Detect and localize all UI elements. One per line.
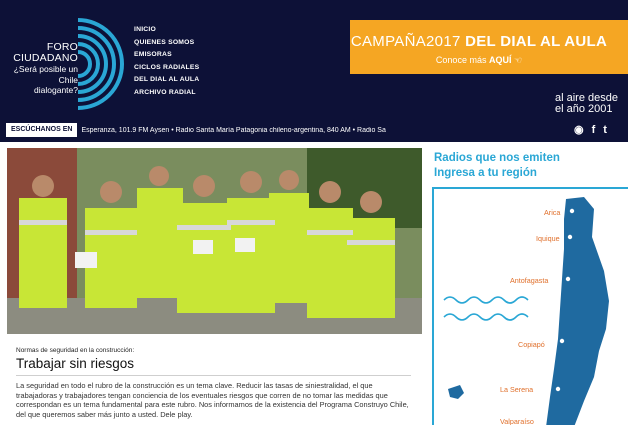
article-divider xyxy=(16,375,411,376)
ticker-text[interactable]: Esperanza, 101.9 FM Aysen • Radio Santa María Patagonia chileno-argentina, 840 AM • Radio Sa xyxy=(81,126,386,134)
campaign-title xyxy=(350,33,608,50)
feature-photo[interactable] xyxy=(7,148,422,334)
main-nav xyxy=(134,24,199,100)
nav-item-inicio[interactable]: INICIO xyxy=(134,26,156,33)
rss-icon[interactable]: ◉ xyxy=(574,124,584,136)
facebook-icon[interactable]: f xyxy=(591,124,596,136)
nav-item-archivo-radial[interactable]: ARCHIVO RADIAL xyxy=(134,88,196,96)
article-headline[interactable]: Trabajar sin riesgos xyxy=(16,356,135,371)
sidebar-title-line1: Radios que nos emiten xyxy=(434,152,560,164)
region-la-serena[interactable]: La Serena xyxy=(500,385,534,394)
site-header xyxy=(0,0,628,142)
on-air-since-line1: al aire desde xyxy=(555,92,618,104)
campaign-title-prefix: CAMPAÑA2017 xyxy=(350,33,461,50)
region-valparaiso[interactable]: Valparaíso xyxy=(500,417,534,425)
nav-item-del-dial-al-aula[interactable]: DEL DIAL AL AULA xyxy=(134,76,200,84)
station-ticker xyxy=(6,123,424,137)
campaign-banner[interactable] xyxy=(350,20,628,74)
nav-item-quienes-somos[interactable]: QUIENES SOMOS xyxy=(134,38,195,46)
campaign-title-bold: DEL DIAL AL AULA xyxy=(465,33,608,50)
region-copiapo[interactable]: Copiapó xyxy=(518,340,545,349)
ticker-label: ESCÚCHANOS EN xyxy=(6,123,77,137)
chile-region-map[interactable] xyxy=(432,187,628,425)
sidebar-title-line2: Ingresa a tu región xyxy=(434,166,537,179)
twitter-icon[interactable]: t xyxy=(603,124,607,136)
logo-title-line2: CIUDADANO xyxy=(13,52,78,64)
logo-tagline-line3: dialogante? xyxy=(34,85,78,95)
campaign-link[interactable] xyxy=(350,55,608,66)
region-iquique[interactable]: Iquique xyxy=(536,234,560,243)
on-air-since-line2: el año 2001 xyxy=(555,103,613,115)
campaign-sub-bold: AQUÍ xyxy=(488,55,512,65)
logo-title-line1: FORO xyxy=(46,41,78,53)
region-antofagasta[interactable]: Antofagasta xyxy=(510,276,549,285)
on-air-since xyxy=(555,93,618,115)
region-arica[interactable]: Arica xyxy=(544,208,561,217)
site-logo[interactable] xyxy=(8,42,78,96)
logo-rings-icon xyxy=(72,14,128,114)
social-links xyxy=(574,124,607,136)
construction-workers-image xyxy=(7,148,422,334)
article-kicker: Normas de seguridad en la construcción: xyxy=(16,347,135,354)
hand-pointer-icon: ☜ xyxy=(513,55,523,65)
campaign-sub-prefix: Conoce más xyxy=(435,55,487,65)
nav-item-emisoras[interactable]: EMISORAS xyxy=(134,51,172,59)
logo-tagline-line1: ¿Será posible un xyxy=(13,64,78,74)
nav-item-ciclos-radiales[interactable]: CICLOS RADIALES xyxy=(134,63,200,71)
article-body: La seguridad en todo el rubro de la construcción es un tema clave. Reducir las tasas de siniestralidad, el que trabajadoras y trabajadores tengan conciencia de los eventuales riesgos que corren de no tomar las medidas que correspondan es un tema fundamental para este rubro. Nos informamos de la existencia del Programa Construyo Chile, del que queremos saber más junto a usted. Dele play. xyxy=(16,381,409,419)
sidebar-title xyxy=(434,151,560,180)
logo-tagline-line2: Chile xyxy=(58,74,78,85)
